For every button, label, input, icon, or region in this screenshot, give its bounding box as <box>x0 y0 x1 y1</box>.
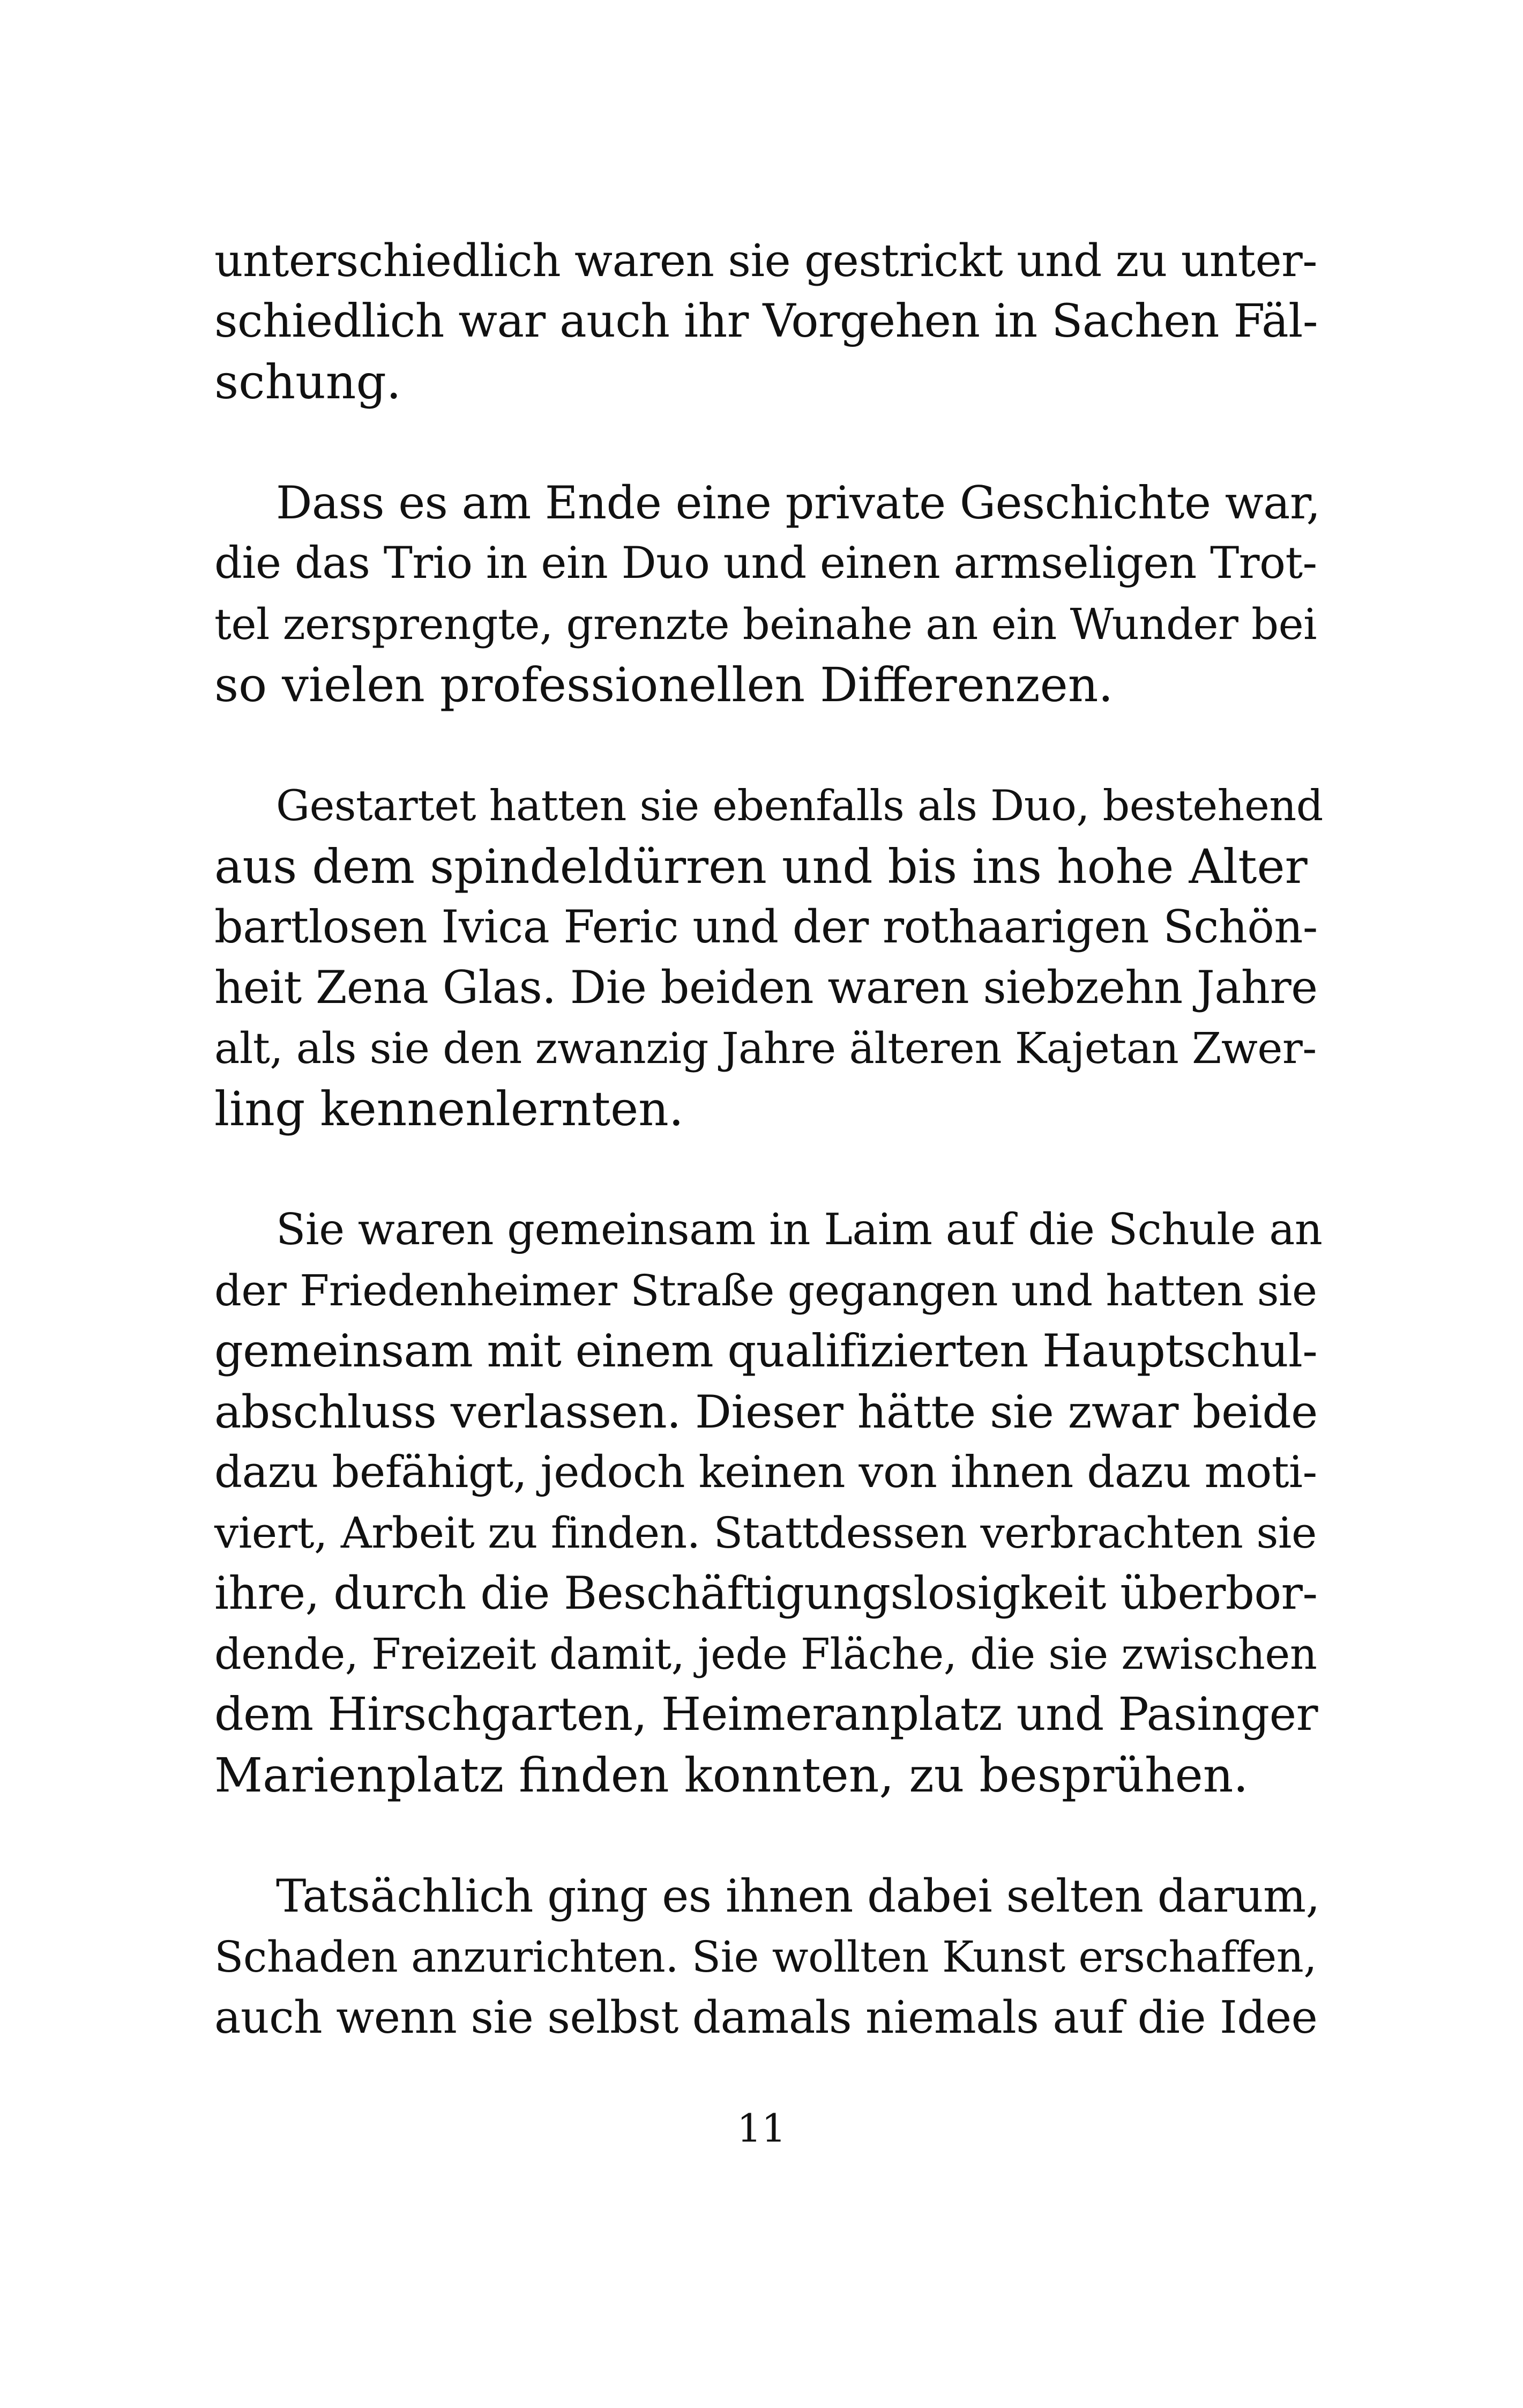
text-line: heit Zena Glas. Die beiden waren siebzehn Jahre <box>214 961 1318 1014</box>
text-line: der Friedenheimer Straße gegangen und hatten sie <box>214 1266 1317 1316</box>
text-line: Schaden anzurichten. Sie wollten Kunst erschaffen, <box>214 1932 1317 1982</box>
text-line: tel zersprengte, grenzte beinahe an ein Wunder bei <box>214 599 1317 649</box>
paragraph-2 <box>214 473 1318 715</box>
text-line: aus dem spindeldürren und bis ins hohe Alter <box>214 839 1308 894</box>
paragraph-5 <box>214 1866 1318 2048</box>
text-line: dende, Freizeit damit, jede Fläche, die sie zwischen <box>214 1629 1317 1679</box>
text-line: dazu befähigt, jedoch keinen von ihnen dazu moti- <box>214 1447 1317 1498</box>
body-text <box>214 231 1323 2108</box>
text-line: ihre, durch die Beschäftigungslosigkeit überbor- <box>214 1567 1318 1619</box>
text-line: ling kennenlernten. <box>214 1081 684 1136</box>
text-line: Tatsächlich ging es ihnen dabei selten darum, <box>276 1870 1320 1922</box>
text-line: Gestartet hatten sie ebenfalls als Duo, bestehend <box>276 781 1323 830</box>
paragraph-4 <box>214 1200 1323 1805</box>
text-line: unterschiedlich waren sie gestrickt und zu unter- <box>214 235 1317 287</box>
text-line: auch wenn sie selbst damals niemals auf die Idee <box>214 1991 1318 2043</box>
text-line: schung. <box>214 354 401 410</box>
text-line: die das Trio in ein Duo und einen armseligen Trot- <box>214 538 1317 589</box>
text-line: Dass es am Ende eine private Geschichte war, <box>276 477 1320 529</box>
text-line: alt, als sie den zwanzig Jahre älteren Kajetan Zwer- <box>214 1023 1317 1073</box>
text-line: abschluss verlassen. Dieser hätte sie zwar beide <box>214 1385 1318 1438</box>
paragraph-1 <box>214 231 1318 412</box>
text-line: bartlosen Ivica Feric und der rothaarigen Schön- <box>214 901 1318 953</box>
text-line: schiedlich war auch ihr Vorgehen in Sachen Fäl- <box>214 295 1318 348</box>
text-line: Sie waren gemeinsam in Laim auf die Schule an <box>276 1205 1323 1255</box>
paragraph-3 <box>214 776 1323 1139</box>
text-line: dem Hirschgarten, Heimeranplatz und Pasinger <box>214 1688 1318 1741</box>
text-line: viert, Arbeit zu finden. Stattdessen verbrachten sie <box>214 1508 1317 1558</box>
page-number: 11 <box>737 2106 786 2151</box>
text-line: so vielen professionellen Differenzen. <box>214 657 1114 712</box>
text-line: Marienplatz finden konnten, zu besprühen. <box>214 1748 1249 1803</box>
text-line: gemeinsam mit einem qualifizierten Hauptschul- <box>214 1325 1318 1377</box>
